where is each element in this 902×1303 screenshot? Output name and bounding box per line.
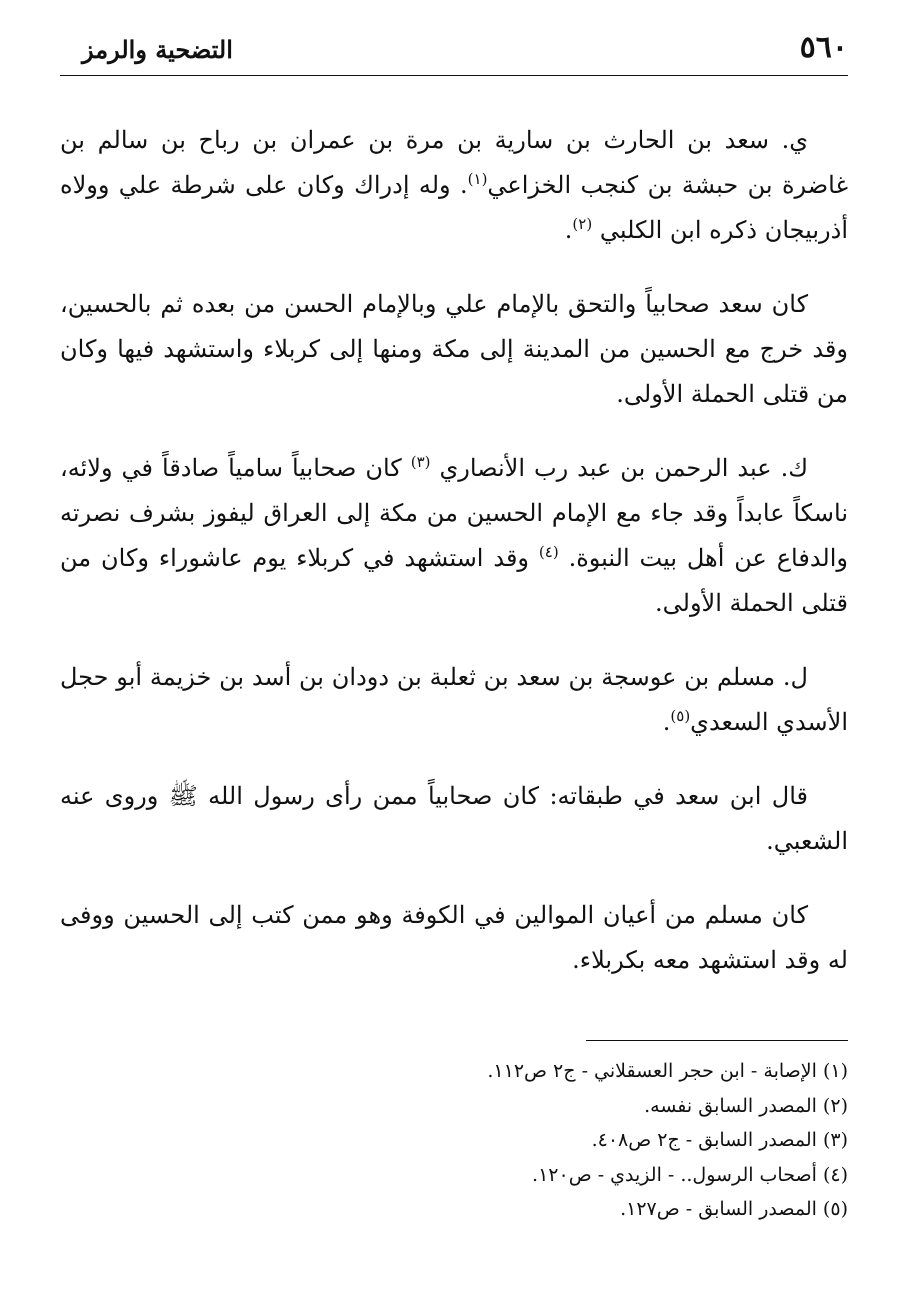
footnote-reference: (٣)	[410, 453, 431, 471]
paragraph-text: كان صحابياً سامياً صادقاً في ولائه، ناسكاً عابداً وقد جاء مع الإمام الحسين من مكة إلى العراق ليفوز بشرف نصرته والدفاع عن أهل بيت النبوة.	[60, 454, 849, 572]
footnote-reference: (٥)	[670, 707, 691, 725]
paragraph-muslim-martyrdom: كان مسلم من أعيان الموالين في الكوفة وهو ممن كتب إلى الحسين ووفى له وقد استشهد معه بكربلاء.	[60, 901, 848, 974]
footnote-4: (٤) أصحاب الرسول.. - الزيدي - ص١٢٠.	[532, 1163, 848, 1186]
paragraph-text: ك. عبد الرحمن بن عبد رب الأنصاري	[439, 454, 808, 482]
paragraph-saad-martyrdom: كان سعد صحابياً والتحق بالإمام علي وبالإمام الحسن من بعده ثم بالحسين، وقد خرج مع الحسين من المدينة إلى مكة ومنها إلى كربلاء واستشهد فيها وكان من قتلى الحملة الأولى.	[60, 290, 848, 408]
footnote-1: (١) الإصابة - ابن حجر العسقلاني - ج٢ ص١١٢.	[487, 1060, 848, 1082]
paragraph-saad-bio	[60, 118, 848, 253]
paragraph-text: ل. مسلم بن عوسجة بن سعد بن ثعلبة بن دودان بن أسد بن خزيمة أبو حجل الأسدي السعدي	[60, 663, 848, 736]
paragraph-text: وقد استشهد في كربلاء يوم عاشوراء وكان من قتلى الحملة الأولى.	[60, 544, 848, 617]
page-number: ٥٦٠	[799, 30, 848, 65]
page-header	[60, 28, 848, 76]
footnote-2: (٢) المصدر السابق نفسه.	[644, 1094, 848, 1117]
header-rule	[60, 75, 848, 76]
paragraph-ibn-saad-quote: قال ابن سعد في طبقاته: كان صحابياً ممن رأى رسول الله ﷺ وروى عنه الشعبي.	[60, 782, 848, 855]
footnote-5: (٥) المصدر السابق - ص١٢٧.	[620, 1198, 848, 1220]
footnote-separator	[586, 1040, 848, 1041]
footnote-reference: (١)	[467, 170, 488, 188]
footnote-reference: (٤)	[538, 543, 559, 561]
footnotes	[60, 1055, 848, 1228]
paragraph-text: .	[662, 708, 671, 736]
paragraph-text: .	[564, 216, 573, 244]
paragraph-text: ي. سعد بن الحارث بن سارية بن مرة بن عمران بن رباح بن سالم بن غاضرة بن حبشة بن كنجب الخزاعي	[60, 126, 849, 199]
paragraph-abdulrahman-bio	[60, 446, 848, 626]
footnote-3: (٣) المصدر السابق - ج٢ ص٤٠٨.	[591, 1129, 848, 1151]
footnote-reference: (٢)	[572, 215, 593, 233]
running-title: التضحية والرمز	[82, 35, 233, 64]
paragraph-text: . وله إدراك وكان على شرطة علي وولاه أذربيجان ذكره ابن الكلبي	[60, 171, 848, 244]
main-text	[60, 118, 848, 1012]
paragraph-muslim-bio	[60, 655, 848, 745]
